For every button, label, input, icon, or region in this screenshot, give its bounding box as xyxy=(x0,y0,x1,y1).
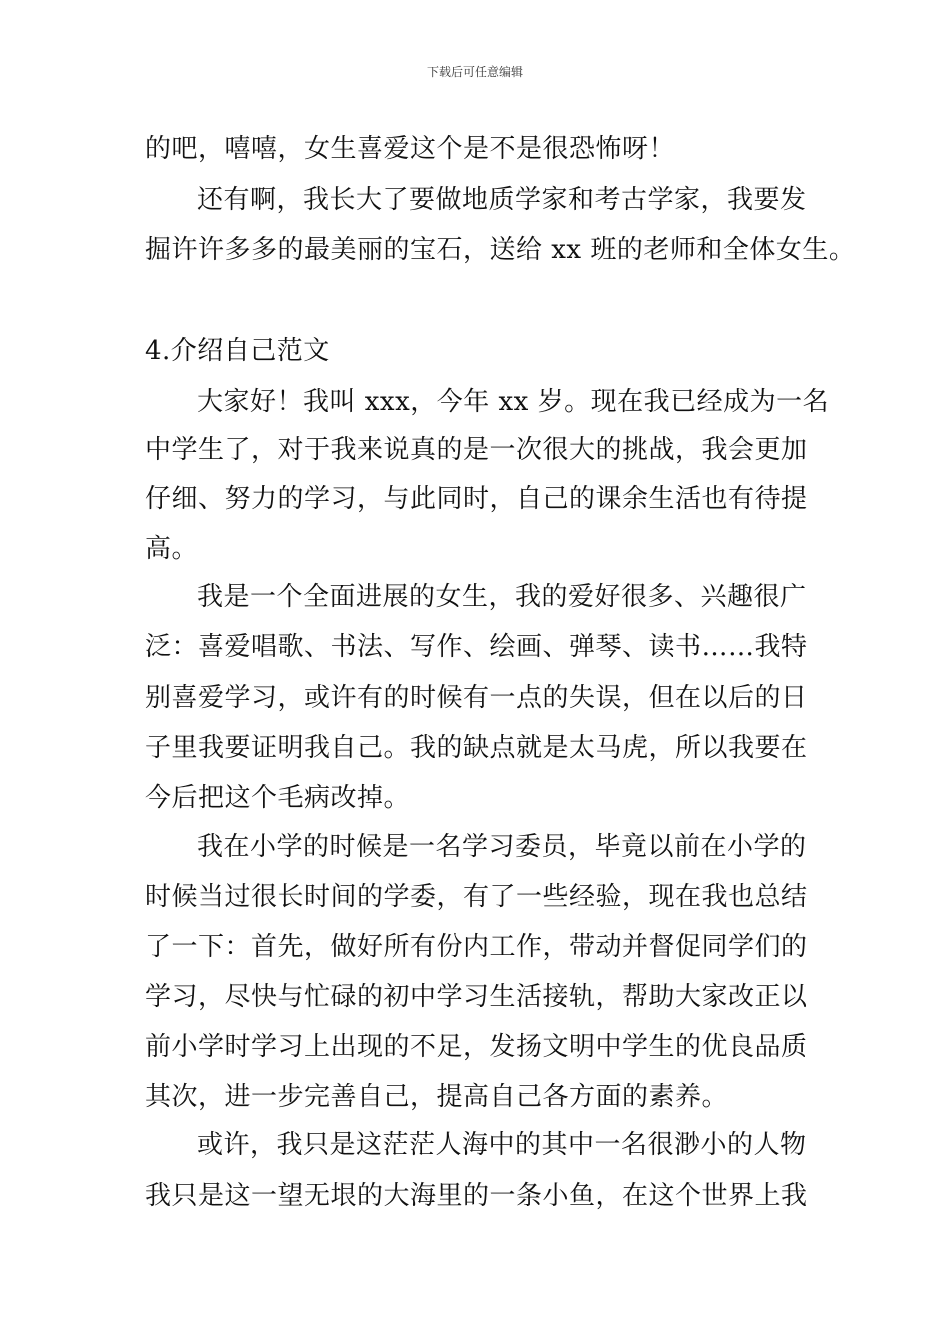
text-line: 的吧，嘻嘻，女生喜爱这个是不是很恐怖呀！ xyxy=(145,134,676,164)
paragraph-line: 或许，我只是这茫茫人海中的其中一名很渺小的人物 xyxy=(197,1130,807,1160)
text-line: 前小学时学习上出现的不足，发扬文明中学生的优良品质 xyxy=(145,1032,808,1062)
text-line: 学习，尽快与忙碌的初中学习生活接轨，帮助大家改正以 xyxy=(145,982,808,1012)
text-line: 子里我要证明我自己。我的缺点就是太马虎，所以我要在 xyxy=(145,733,808,763)
text-line: 今后把这个毛病改掉。 xyxy=(145,783,411,813)
text-line: 中学生了，对于我来说真的是一次很大的挑战，我会更加 xyxy=(145,435,808,465)
section-heading: 4.介绍自己范文 xyxy=(145,336,330,366)
text-line: 高。 xyxy=(145,534,199,564)
text-line: 掘许许多多的最美丽的宝石，送给 xx 班的老师和全体女生。 xyxy=(145,235,856,265)
text-line: 泛：喜爱唱歌、书法、写作、绘画、弹琴、读书……我特 xyxy=(145,632,808,662)
text-line: 我只是这一望无垠的大海里的一条小鱼，在这个世界上我 xyxy=(145,1181,808,1211)
paragraph-line: 还有啊，我长大了要做地质学家和考古学家，我要发 xyxy=(197,185,807,215)
text-line: 仔细、努力的学习，与此同时，自己的课余生活也有待提 xyxy=(145,484,808,514)
text-line: 了一下：首先，做好所有份内工作，带动并督促同学们的 xyxy=(145,932,808,962)
text-line: 其次，进一步完善自己，提高自己各方面的素养。 xyxy=(145,1082,729,1112)
text-line: 时候当过很长时间的学委，有了一些经验，现在我也总结 xyxy=(145,882,808,912)
paragraph-line: 大家好！我叫 xxx，今年 xx 岁。现在我已经成为一名 xyxy=(197,387,830,417)
paragraph-line: 我是一个全面进展的女生，我的爱好很多、兴趣很广 xyxy=(197,582,807,612)
page-header: 下载后可任意编辑 xyxy=(426,65,523,79)
paragraph-line: 我在小学的时候是一名学习委员，毕竟以前在小学的 xyxy=(197,832,807,862)
text-line: 别喜爱学习，或许有的时候有一点的失误，但在以后的日 xyxy=(145,683,808,713)
